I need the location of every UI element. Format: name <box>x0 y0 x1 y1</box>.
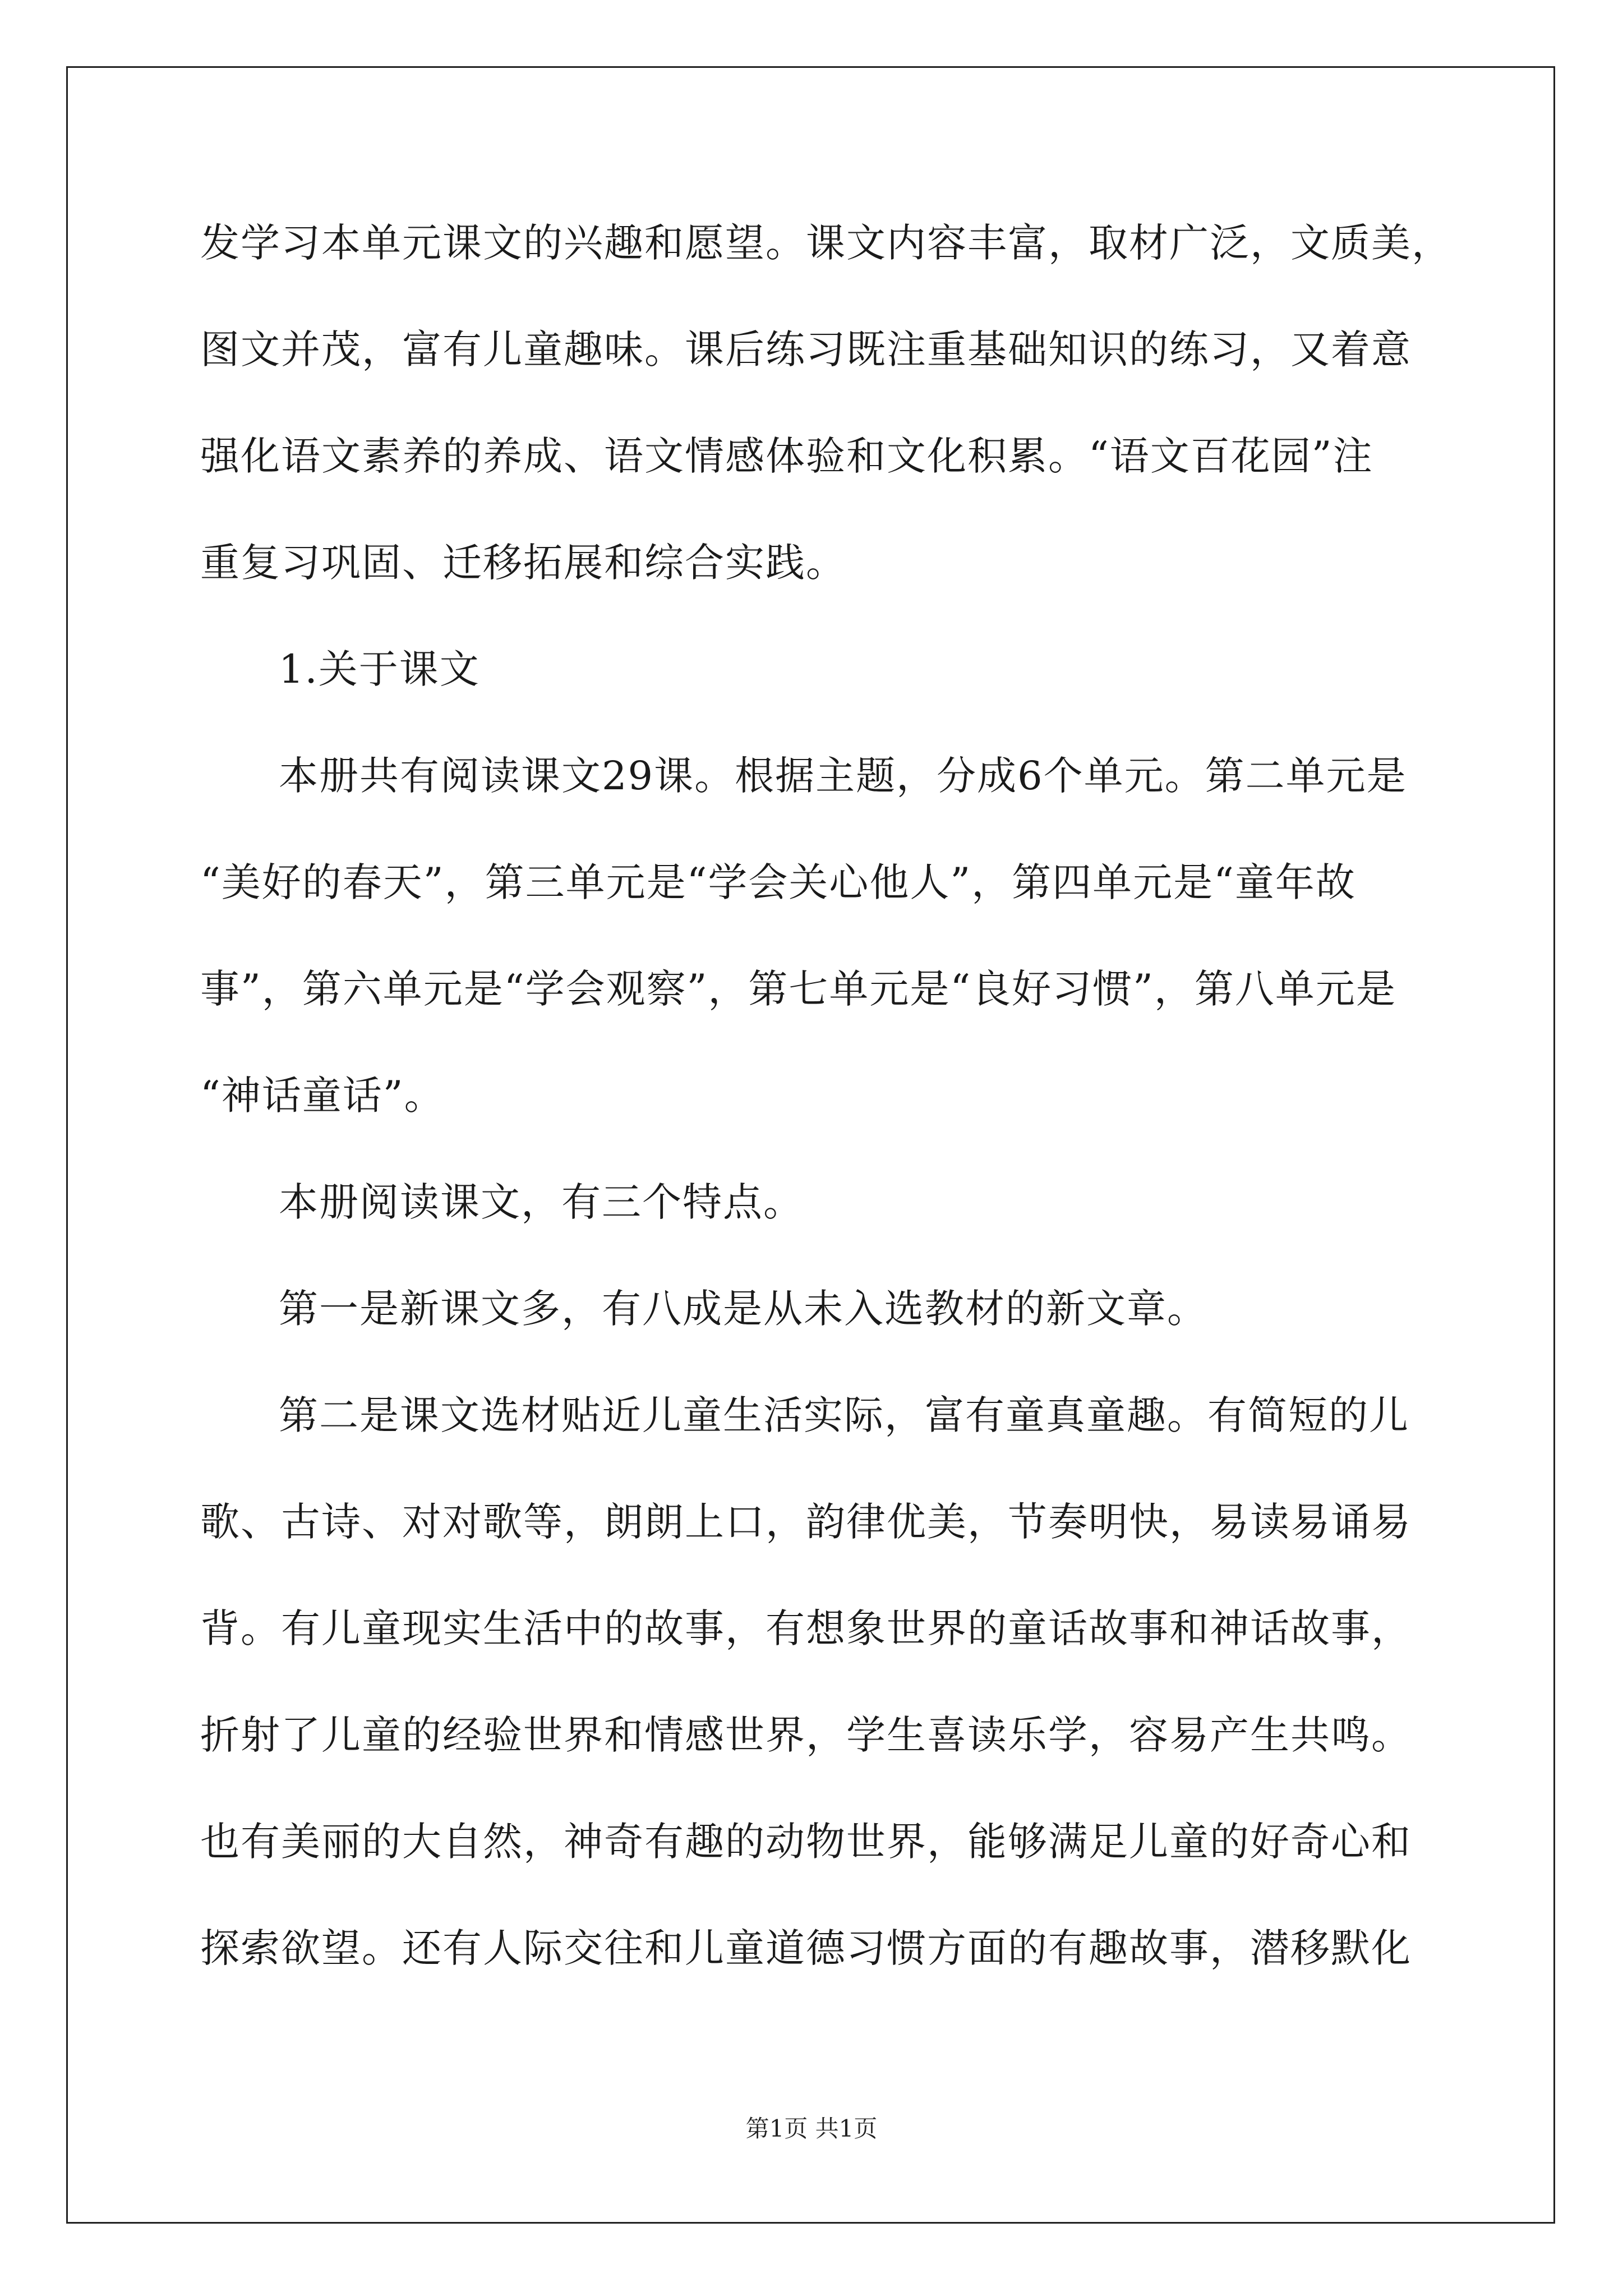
section-heading: 1.关于课文 <box>279 646 480 692</box>
text-line: 事”，第六单元是“学会观察”，第七单元是“良好习惯”，第八单元是 <box>200 966 1396 1012</box>
text-line: 探索欲望。还有人际交往和儿童道德习惯方面的有趣故事，潜移默化 <box>200 1925 1412 1971</box>
text-line: 重复习巩固、迁移拓展和综合实践。 <box>200 540 846 586</box>
text-line: 背。有儿童现实生活中的故事，有想象世界的童话故事和神话故事， <box>200 1605 1412 1651</box>
paragraph-start: 本册阅读课文，有三个特点。 <box>279 1179 804 1225</box>
paragraph-start: 第二是课文选材贴近儿童生活实际，富有童真童趣。有简短的儿 <box>279 1392 1409 1438</box>
paragraph-start: 本册共有阅读课文29课。根据主题，分成6个单元。第二单元是 <box>279 753 1407 799</box>
text-line: “美好的春天”，第三单元是“学会关心他人”，第四单元是“童年故 <box>200 859 1356 905</box>
text-line: 强化语文素养的养成、语文情感体验和文化积累。“语文百花园”注 <box>200 433 1373 479</box>
text-line: 图文并茂，富有儿童趣味。课后练习既注重基础知识的练习，又着意 <box>200 326 1412 372</box>
text-line: “神话童话”。 <box>200 1073 445 1119</box>
paragraph-start: 第一是新课文多，有八成是从未入选教材的新文章。 <box>279 1286 1207 1332</box>
page-number-footer: 第1页 共1页 <box>745 2115 878 2142</box>
page-border <box>66 66 1555 2224</box>
text-line: 也有美丽的大自然，神奇有趣的动物世界，能够满足儿童的好奇心和 <box>200 1819 1412 1865</box>
text-line: 发学习本单元课文的兴趣和愿望。课文内容丰富，取材广泛，文质美， <box>200 220 1452 266</box>
text-line: 歌、古诗、对对歌等，朗朗上口，韵律优美，节奏明快，易读易诵易 <box>200 1499 1412 1545</box>
text-line: 折射了儿童的经验世界和情感世界，学生喜读乐学，容易产生共鸣。 <box>200 1712 1412 1758</box>
